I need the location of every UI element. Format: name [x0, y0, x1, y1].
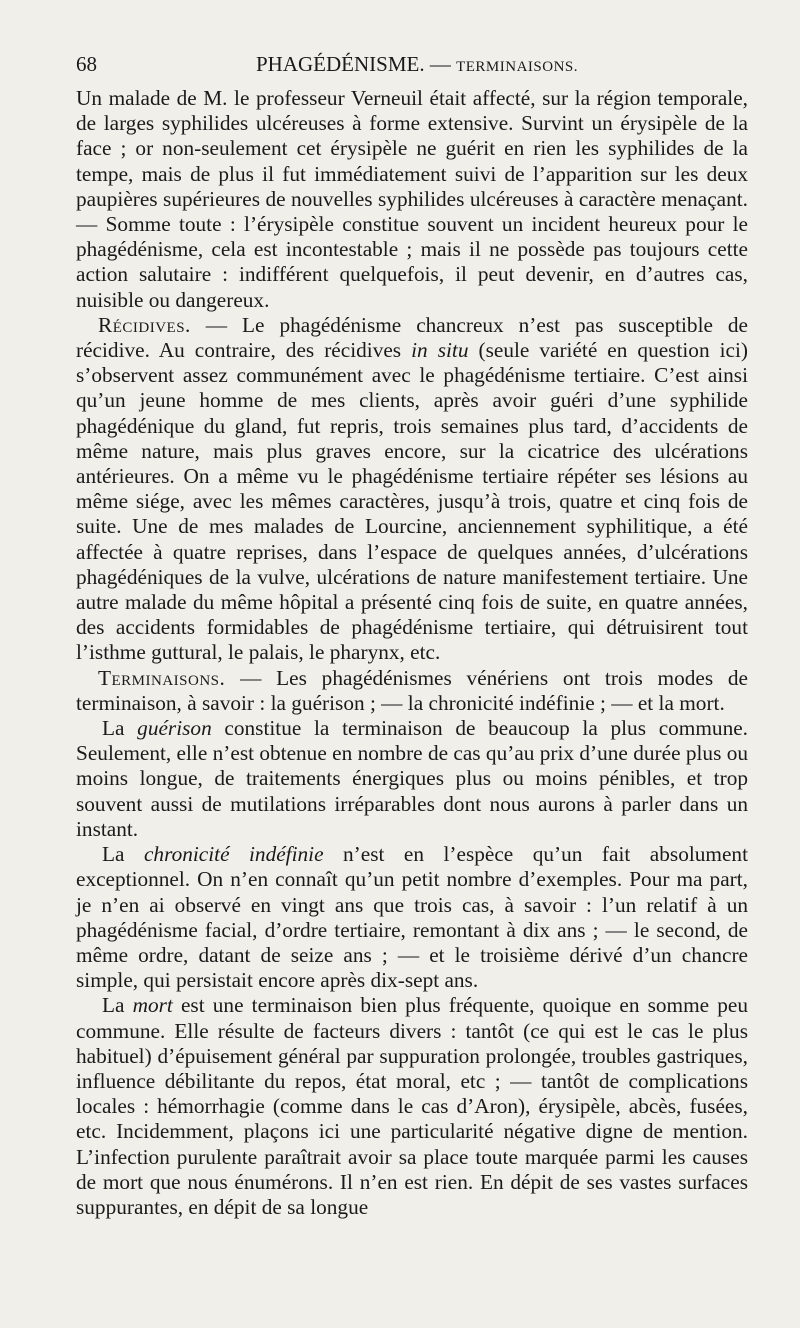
guerison-italic: guérison: [137, 716, 212, 741]
paragraph-chronicite: [76, 842, 748, 993]
chronicite-text-b: n’est en l’espèce qu’un fait absolument exceptionnel. On n’en connaît qu’un petit nombre d’exemples. Pour ma part, je n’en ai observé en vingt ans que trois cas, à savoir : l’un relatif à un phagédénisme facial, d’ordre tertiaire, remontant à dix ans ; — le second, de même ordre, datant de seize ans ; — et le troisième dérivé d’un chancre simple, qui persistait encore après dix-sept ans.: [76, 842, 748, 993]
paragraph-guerison: [76, 716, 748, 842]
recidives-italic: in situ: [411, 338, 469, 363]
body-text: [76, 86, 748, 1220]
mort-text-a: La: [102, 993, 133, 1018]
mort-italic: mort: [132, 993, 173, 1018]
paragraph-terminaisons: [76, 666, 748, 716]
section-title: TERMINAISONS.: [456, 59, 579, 75]
section-heading-recidives: Récidives.: [98, 312, 191, 337]
recidives-text-b: (seule variété en question ici) s’observent assez communément avec le phagédénisme tertiaire. C’est ainsi qu’un jeune homme de mes clients, après avoir guéri d’une syphilide phagédénique du gland, fut repris, trois semaines plus tard, d’accidents de même nature, mais plus graves encore, sur la cicatrice des ulcérations antérieures. On a même vu le phagédénisme tertiaire répéter ses lésions au même siége, avec les mêmes caractères, jusqu’à trois, quatre et cinq fois de suite. Une de mes malades de Lourcine, anciennement syphilitique, a été affectée à quatre reprises, dans l’espace de quelques années, d’ulcérations phagédéniques de la vulve, ulcérations de nature manifestement tertiaire. Une autre malade du même hôpital a présenté cinq fois de suite, en quatre années, des accidents formidables de phagédénisme tertiaire, qui détruisirent tout l’isthme guttural, le palais, le pharynx, etc.: [76, 338, 748, 665]
terminaisons-text: — Les phagédénismes vénériens ont trois modes de terminaison, à savoir : la guérison ; — la chronicité indéfinie ; — et la mort.: [76, 665, 748, 715]
section-heading-terminaisons: Terminaisons.: [98, 665, 226, 690]
paragraph-erysipele: Un malade de M. le professeur Verneuil était affecté, sur la région temporale, de larges syphilides ulcéreuses à forme extensive. Survint un érysipèle de la face ; or non-seulement cet érysipèle ne guérit en rien les syphilides de la tempe, mais de plus il fut immédiatement suivi de l’apparition sur les deux paupières supérieures de nouvelles syphilides ulcéreuses à caractère menaçant. — Somme toute : l’érysipèle constitue souvent un incident heureux pour le phagédénisme, cela est incontestable ; mais il ne possède pas toujours cette action salutaire : indifférent quelquefois, il peut devenir, en d’autres cas, nuisible ou dangereux.: [76, 86, 748, 312]
chronicite-italic: chronicité indéfinie: [143, 842, 324, 867]
chronicite-text-a: La: [102, 842, 144, 867]
guerison-text-b: constitue la terminaison de beaucoup la plus commune. Seulement, elle n’est obtenue en nombre de cas qu’au prix d’une durée plus ou moins longue, de traitements énergiques plus ou moins pénibles, et trop souvent aussi de mutilations irréparables dont nous aurons à parler dans un instant.: [76, 716, 748, 841]
page-number: 68: [76, 52, 97, 76]
paragraph-recidives: [76, 313, 748, 666]
chapter-title: PHAGÉDÉNISME.: [256, 52, 425, 76]
header-dash: —: [429, 52, 451, 76]
mort-text-b: est une terminaison bien plus fréquente, quoique en somme peu commune. Elle résulte de facteurs divers : tantôt (ce qui est le cas le plus habituel) d’épuisement général par suppuration prolongée, troubles gastriques, influence débilitante du repos, état moral, etc ; — tantôt de complications locales : hémorrhagie (comme dans le cas d’Aron), érysipèle, abcès, fusées, etc. Incidemment, plaçons ici une particularité négative digne de mention. L’infection purulente paraîtrait avoir sa place toute marquée parmi les causes de mort que nous énumérons. Il n’en est rien. En dépit de ses vastes surfaces suppurantes, en dépit de sa longue: [76, 993, 749, 1219]
guerison-text-a: La: [102, 716, 138, 741]
running-title: [256, 50, 578, 81]
paragraph-mort: [76, 993, 748, 1220]
running-header: [76, 50, 748, 78]
recidives-text-a: — Le phagédénisme chancreux n’est pas susceptible de récidive. Au contraire, des récidives: [76, 312, 748, 363]
